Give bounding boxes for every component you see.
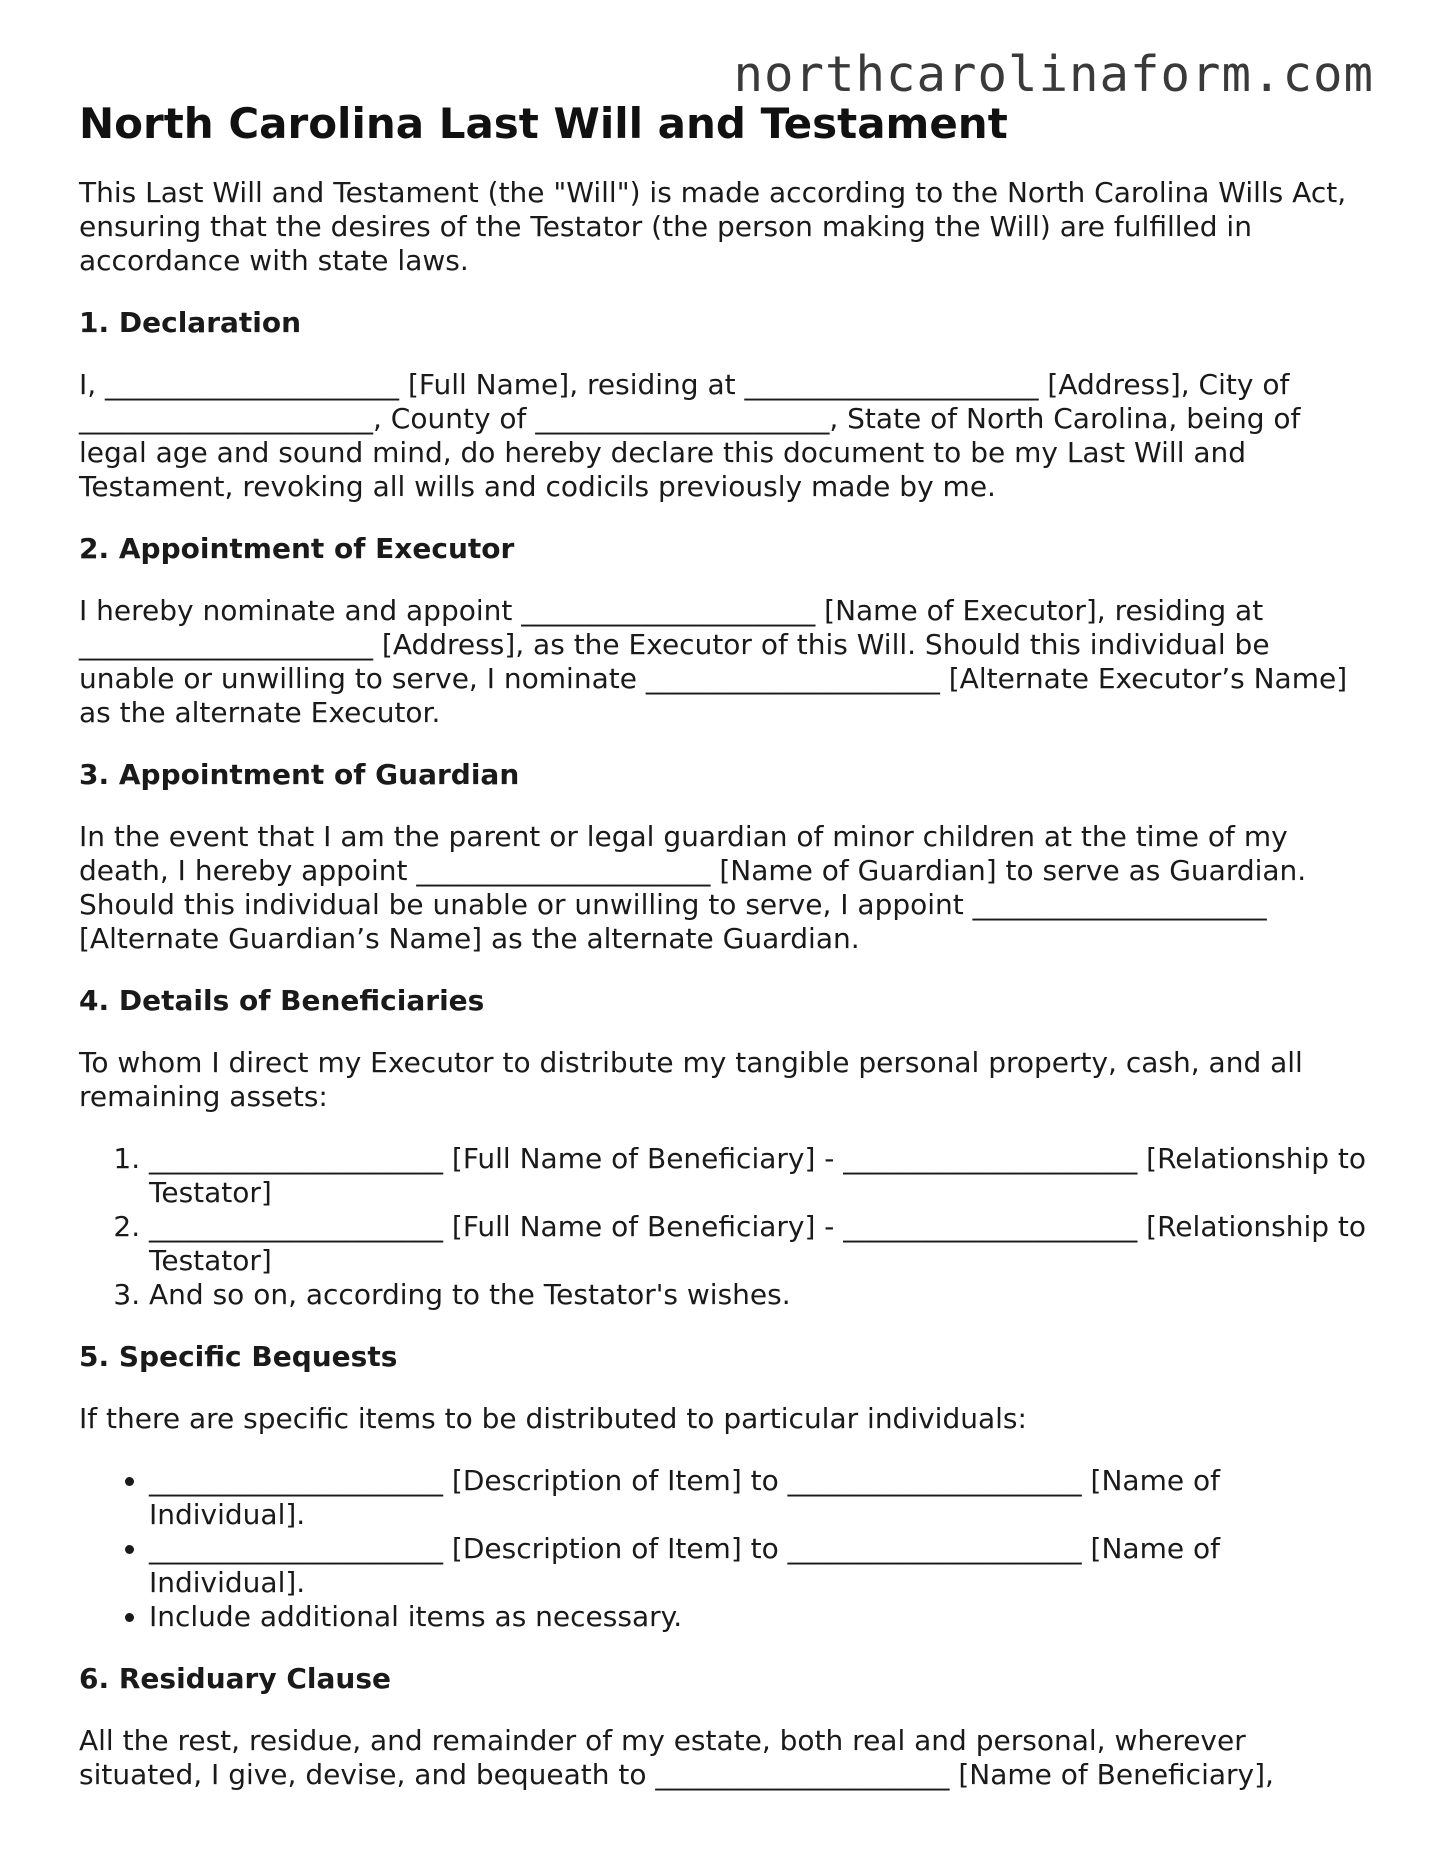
list-item: 2. _____________________ [Full Name of Beneficiary] - _____________________ [Relationship to Testator] <box>149 1210 1369 1278</box>
intro-paragraph: This Last Will and Testament (the "Will") is made according to the North Carolina Wills Act, ensuring that the desires of the Testator (the person making the Will) are fulfilled in accordance with state laws. <box>79 176 1347 277</box>
document-page <box>79 96 1369 1820</box>
section-heading-beneficiaries: 4. Details of Beneficiaries <box>79 984 485 1017</box>
list-item: 1. _____________________ [Full Name of Beneficiary] - _____________________ [Relationship to Testator] <box>149 1142 1369 1210</box>
watermark: northcarolinaform.com <box>733 46 1374 103</box>
page-title: North Carolina Last Will and Testament <box>79 99 1008 148</box>
beneficiaries-list <box>79 1142 1369 1312</box>
section-body-declaration: I, _____________________ [Full Name], residing at _____________________ [Address], City of _____________________, County of _____________________, State of North Carolina, being of legal age and sound mind, do hereby declare this document to be my Last Will and Testament, revoking all wills and codicils previously made by me. <box>79 368 1301 503</box>
section-heading-residuary: 6. Residuary Clause <box>79 1662 391 1695</box>
section-heading-executor: 2. Appointment of Executor <box>79 532 515 565</box>
section-body-residuary: All the rest, residue, and remainder of my estate, both real and personal, wherever situated, I give, devise, and bequeath to _____________________ [Name of Beneficiary], <box>79 1724 1274 1791</box>
section-heading-declaration: 1. Declaration <box>79 306 302 339</box>
section-body-bequests: If there are specific items to be distributed to particular individuals: <box>79 1402 1027 1435</box>
section-heading-guardian: 3. Appointment of Guardian <box>79 758 520 791</box>
section-body-guardian: In the event that I am the parent or legal guardian of minor children at the time of my death, I hereby appoint _____________________ [Name of Guardian] to serve as Guardian. Should this individual be unable or unwilling to serve, I appoint _____________________ [Alternate Guardian’s Name] as the alternate Guardian. <box>79 820 1307 955</box>
bequests-list <box>79 1464 1369 1634</box>
section-body-beneficiaries: To whom I direct my Executor to distribute my tangible personal property, cash, and all remaining assets: <box>79 1046 1303 1113</box>
list-item: • _____________________ [Description of Item] to _____________________ [Name of Individual]. <box>149 1464 1369 1532</box>
section-heading-bequests: 5. Specific Bequests <box>79 1340 398 1373</box>
section-body-executor: I hereby nominate and appoint _____________________ [Name of Executor], residing at _____________________ [Address], as the Executor of this Will. Should this individual be unable or unwilling to serve, I nominate _____________________ [Alternate Executor’s Name] as the alternate Executor. <box>79 594 1348 729</box>
list-item: • _____________________ [Description of Item] to _____________________ [Name of Individual]. <box>149 1532 1369 1600</box>
list-item: 3. And so on, according to the Testator's wishes. <box>149 1278 1369 1312</box>
list-item: • Include additional items as necessary. <box>149 1600 1369 1634</box>
